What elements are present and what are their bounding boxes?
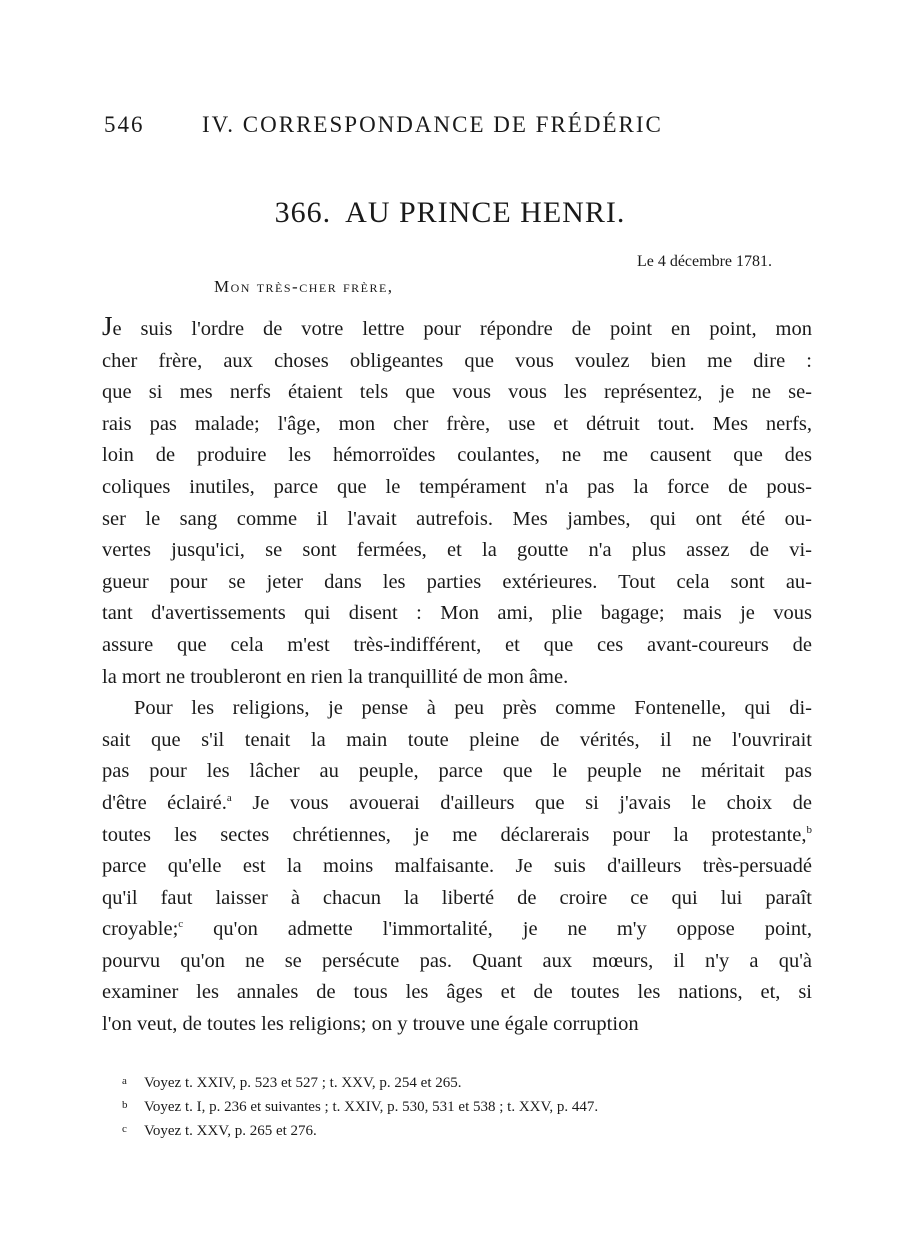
text-line: cher frère, aux choses obligeantes que vous voulez bien me dire : [102, 349, 812, 372]
footnotes [122, 1070, 762, 1142]
paragraph-1 [102, 311, 812, 693]
text-line: pas pour les lâcher au peuple, parce que le peuple ne méritait pas [102, 760, 812, 783]
footnote-text: Voyez t. XXV, p. 265 et 276. [144, 1123, 317, 1139]
footnote-c [122, 1118, 762, 1142]
text-line: Je suis l'ordre de votre lettre pour répondre de point en point, mon [102, 311, 812, 341]
footnote-ref-a[interactable]: a [226, 791, 232, 804]
letter-heading [0, 196, 900, 230]
text-line: examiner les annales de tous les âges et de toutes les nations, et, si [102, 981, 812, 1004]
text-fragment: d'être éclairé. [102, 791, 227, 814]
letter-number: 366. [274, 196, 332, 229]
footnote-a [122, 1070, 762, 1094]
text-line: parce qu'elle est la moins malfaisante. Je suis d'ailleurs très-persuadé [102, 855, 812, 878]
text-fragment: qu'on admette l'immortalité, je ne m'y oppose point, [183, 918, 812, 941]
text-line: qu'il faut laisser à chacun la liberté de croire ce qui lui paraît [102, 886, 812, 909]
footnote-text: Voyez t. XXIV, p. 523 et 527 ; t. XXV, p. 254 et 265. [144, 1075, 462, 1091]
text-line: tant d'avertissements qui disent : Mon ami, plie bagage; mais je vous [102, 602, 812, 625]
text-line: vertes jusqu'ici, se sont fermées, et la goutte n'a plus assez de vi- [102, 539, 812, 562]
footnote-mark: a [122, 1075, 127, 1087]
footnote-ref-b[interactable]: b [806, 823, 812, 836]
text-line: Pour les religions, je pense à peu près comme Fontenelle, qui di- [134, 697, 812, 720]
text-line [102, 788, 812, 820]
text-line: coliques inutiles, parce que le tempérament n'a pas la force de pous- [102, 475, 812, 498]
running-title: IV. CORRESPONDANCE DE FRÉDÉRIC [202, 112, 663, 137]
text-line: assure que cela m'est très-indifférent, et que ces avant-coureurs de [102, 633, 812, 656]
footnote-b [122, 1094, 762, 1118]
drop-cap: J [102, 311, 113, 341]
text-line [102, 820, 812, 852]
salutation: Mon très-cher frère, [214, 277, 394, 296]
paragraph-2 [102, 693, 812, 1041]
text-line: gueur pour se jeter dans les parties extérieures. Tout cela sont au- [102, 570, 812, 593]
letter-date: Le 4 décembre 1781. [636, 253, 772, 270]
text-fragment: croyable; [102, 918, 179, 941]
text-line: rais pas malade; l'âge, mon cher frère, use et détruit tout. Mes nerfs, [102, 412, 812, 435]
text-line: l'on veut, de toutes les religions; on y trouve une égale corruption [102, 1013, 639, 1036]
footnote-text: Voyez t. I, p. 236 et suivantes ; t. XXIV, p. 530, 531 et 538 ; t. XXV, p. 447. [144, 1099, 599, 1115]
text-fragment: Je vous avouerai d'ailleurs que si j'avais le choix de [231, 791, 812, 814]
text-line: pourvu qu'on ne se persécute pas. Quant aux mœurs, il n'y a qu'à [102, 949, 812, 972]
letter-title: AU PRINCE HENRI. [345, 196, 626, 229]
page-number: 546 [104, 112, 145, 137]
letter-body [102, 311, 812, 1041]
text-line: ser le sang comme il l'avait autrefois. Mes jambes, qui ont été ou- [102, 507, 812, 530]
footnote-ref-c[interactable]: c [178, 918, 184, 931]
running-head [104, 112, 724, 142]
text-line: que si mes nerfs étaient tels que vous vous les représentez, je ne se- [102, 381, 812, 404]
text-line: loin de produire les hémorroïdes coulantes, ne me causent que des [102, 444, 812, 467]
text-line: sait que s'il tenait la main toute pleine de vérités, il ne l'ouvrirait [102, 728, 812, 751]
text-fragment: toutes les sectes chrétiennes, je me déclarerais pour la protestante, [102, 823, 807, 846]
text-line: la mort ne troubleront en rien la tranquillité de mon âme. [102, 665, 569, 688]
footnote-mark: b [122, 1099, 128, 1111]
footnote-mark: c [122, 1123, 127, 1135]
text-line [102, 914, 812, 946]
